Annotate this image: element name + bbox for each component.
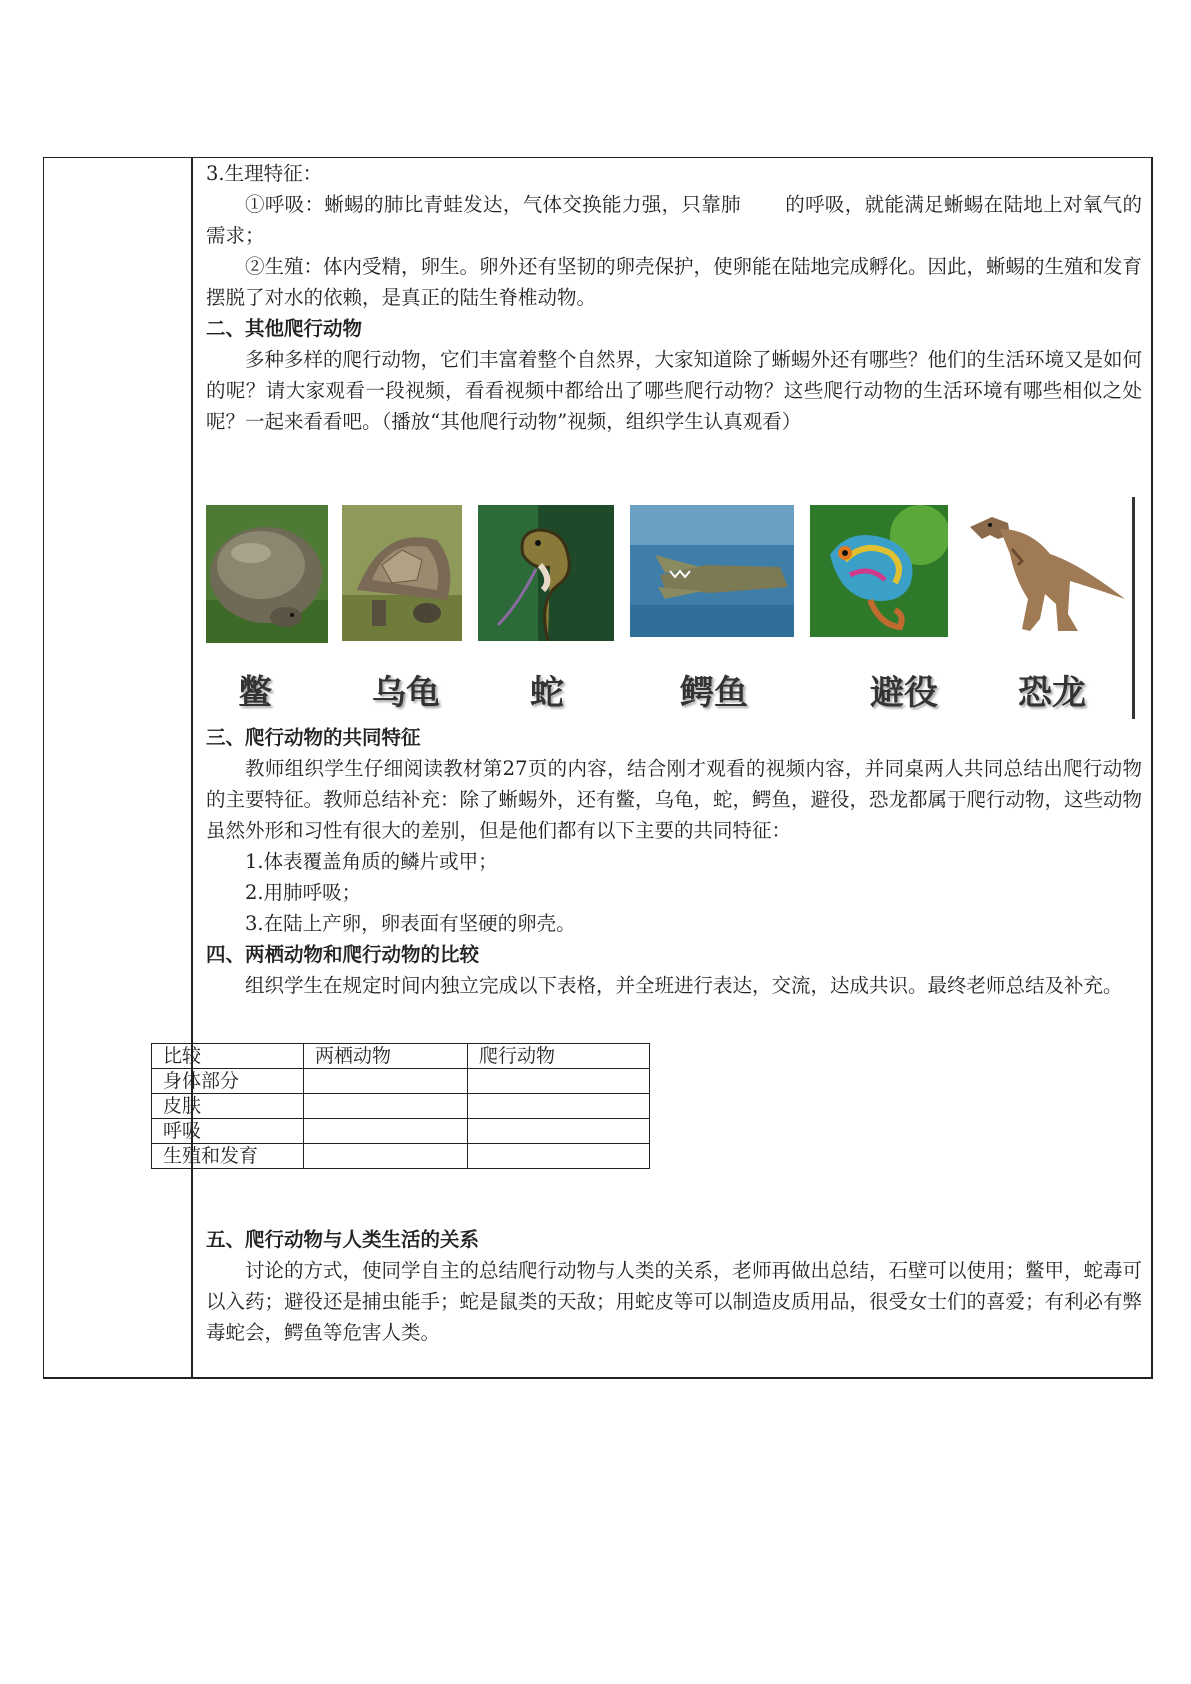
gallery-label-chameleon: 避役	[870, 673, 938, 713]
sec3-respiration-b: 的呼吸，就能满足蜥蜴在陆地上对氧气的需求；	[206, 193, 1142, 247]
column-divider	[191, 157, 193, 1379]
common-feature-item: 2.用肺呼吸；	[245, 881, 362, 904]
table-row	[152, 1094, 650, 1119]
comparison-table	[151, 1043, 650, 1169]
sec3-respiration-a: ①呼吸：蜥蜴的肺比青蛙发达，气体交换能力强，只靠肺	[245, 193, 741, 216]
table-cell-reptile[interactable]	[468, 1094, 650, 1119]
gallery-label-snake: 蛇	[530, 673, 564, 713]
heading-comparison: 四、两栖动物和爬行动物的比较	[206, 943, 480, 966]
lesson-content-2	[206, 722, 1142, 1001]
crocodile-photo	[630, 505, 794, 637]
common-features-body: 教师组织学生仔细阅读教材第27页的内容，结合刚才观看的视频内容，并同桌两人共同总结出爬行动物的主要特征。教师总结补充：除了蜥蜴外，还有鳖，乌龟，蛇，鳄鱼，避役，恐龙都属于爬行动物，这些动物虽然外形和习性有很大的差别，但是他们都有以下主要的共同特征：	[206, 757, 1143, 842]
tortoise-photo	[342, 505, 462, 641]
common-feature-item: 3.在陆上产卵，卵表面有坚硬的卵壳。	[245, 912, 576, 935]
table-row-label: 身体部分	[152, 1069, 304, 1094]
heading-other-reptiles: 二、其他爬行动物	[206, 317, 363, 340]
gallery-label-soft-shell-turtle: 鳖	[238, 673, 272, 713]
table-cell-amphibian[interactable]	[304, 1119, 468, 1144]
gallery-right-border	[1132, 497, 1135, 719]
gallery-label-tortoise: 乌龟	[372, 673, 440, 713]
soft-shell-turtle-photo	[206, 505, 328, 643]
table-header-cell: 两栖动物	[304, 1044, 468, 1069]
other-reptiles-body: 多种多样的爬行动物，它们丰富着整个自然界，大家知道除了蜥蜴外还有哪些？他们的生活环境又是如何的呢？请大家观看一段视频，看看视频中都给出了哪些爬行动物？这些爬行动物的生活环境有哪些相似之处呢？一起来看看吧。（播放“其他爬行动物”视频，组织学生认真观看）	[206, 348, 1143, 433]
table-cell-reptile[interactable]	[468, 1144, 650, 1169]
table-header-row	[152, 1044, 650, 1069]
heading-common-features: 三、爬行动物的共同特征	[206, 726, 421, 749]
table-row-label: 皮肤	[152, 1094, 304, 1119]
table-row	[152, 1069, 650, 1094]
table-cell-amphibian[interactable]	[304, 1094, 468, 1119]
sec3-reproduction: ②生殖：体内受精，卵生。卵外还有坚韧的卵壳保护，使卵能在陆地完成孵化。因此，蜥蜴的生殖和发育摆脱了对水的依赖，是真正的陆生脊椎动物。	[206, 255, 1143, 309]
table-cell-amphibian[interactable]	[304, 1069, 468, 1094]
table-row-label: 呼吸	[152, 1119, 304, 1144]
common-feature-item: 1.体表覆盖角质的鳞片或甲；	[245, 850, 498, 873]
gallery-label-dinosaur: 恐龙	[1018, 673, 1086, 713]
human-relation-body: 讨论的方式，使同学自主的总结爬行动物与人类的关系，老师再做出总结，石壁可以使用；鳖甲，蛇毒可以入药；避役还是捕虫能手；蛇是鼠类的天敌；用蛇皮等可以制造皮质用品，很受女士们的喜爱；有利必有弊毒蛇会，鳄鱼等危害人类。	[206, 1259, 1143, 1344]
chameleon-photo	[810, 505, 948, 637]
comparison-body: 组织学生在规定时间内独立完成以下表格，并全班进行表达，交流，达成共识。最终老师总结及补充。	[245, 974, 1123, 997]
table-header-cell: 爬行动物	[468, 1044, 650, 1069]
reptile-gallery	[206, 497, 1136, 719]
heading-human-relation: 五、爬行动物与人类生活的关系	[206, 1228, 480, 1251]
table-row	[152, 1144, 650, 1169]
lesson-content	[206, 158, 1142, 437]
sec3-respiration	[206, 189, 1142, 251]
lesson-content-3	[206, 1224, 1142, 1348]
dinosaur-picture	[960, 499, 1130, 639]
table-row-label: 生殖和发育	[152, 1144, 304, 1169]
table-cell-reptile[interactable]	[468, 1069, 650, 1094]
table-row	[152, 1119, 650, 1144]
table-header-cell: 比较	[152, 1044, 304, 1069]
table-cell-amphibian[interactable]	[304, 1144, 468, 1169]
gallery-label-crocodile: 鳄鱼	[680, 673, 748, 713]
sec3-title: 3.生理特征：	[206, 162, 323, 185]
snake-photo	[478, 505, 614, 641]
table-cell-reptile[interactable]	[468, 1119, 650, 1144]
